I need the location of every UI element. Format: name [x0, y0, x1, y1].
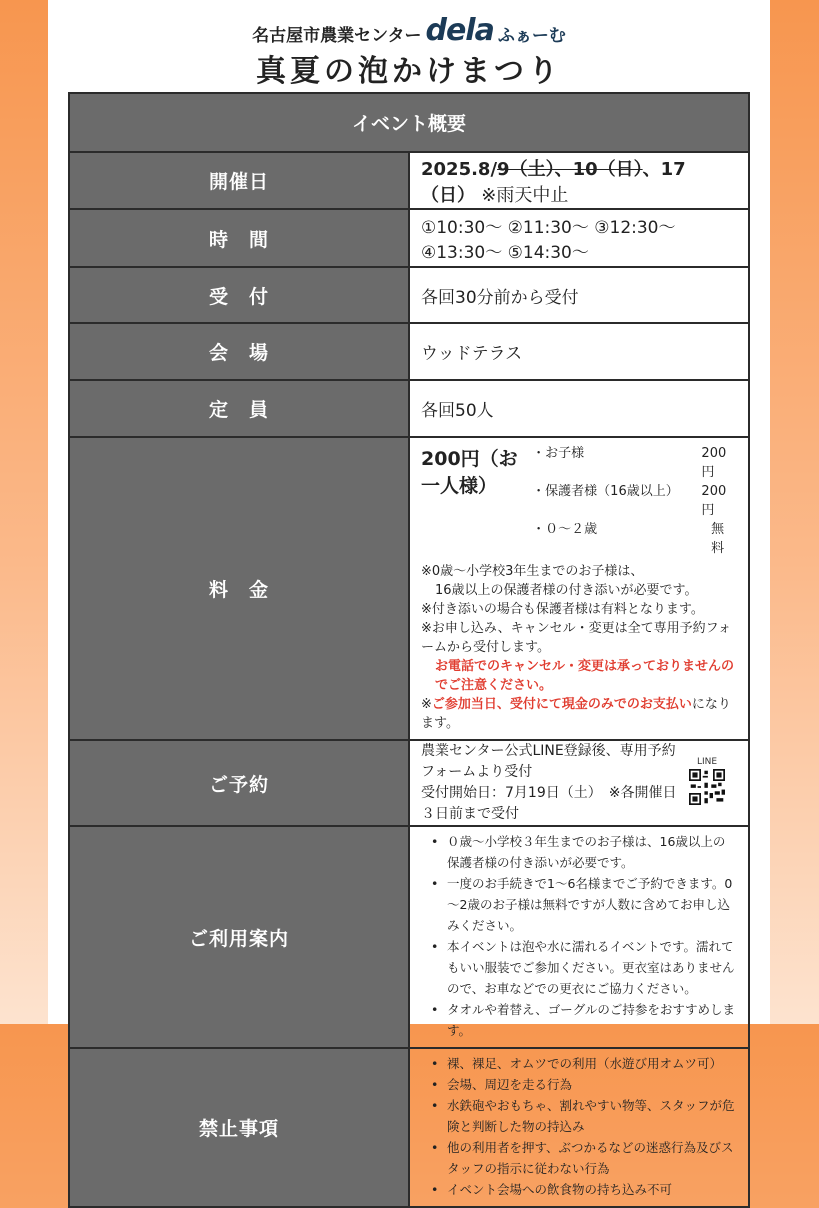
- list-item: • 水鉄砲やおもちゃ、割れやすい物等、スタッフが危険と判断した物の持込み: [421, 1095, 737, 1137]
- note-mark: ※: [421, 697, 432, 712]
- prohibited-label: 禁止事項: [69, 1048, 409, 1207]
- fee-row-price: 200円: [701, 446, 727, 480]
- fee-label: 料 金: [69, 437, 409, 740]
- reservation-start: 受付開始日：7月19日（土） ※各開催日３日前まで受付: [421, 785, 677, 822]
- event-title: 真夏の泡かけまつり: [256, 54, 562, 89]
- list-item: • 会場、周辺を走る行為: [421, 1074, 737, 1095]
- fee-row-name: ・０～２歳: [532, 522, 598, 537]
- guide-value: [409, 826, 749, 1048]
- reservation-line: 農業センター公式LINE登録後、専用予約フォームより受付: [421, 743, 676, 780]
- guide-label: ご利用案内: [69, 826, 409, 1048]
- capacity-label: 定 員: [69, 380, 409, 437]
- fee-row-price: 無料: [711, 522, 725, 556]
- venue-label: 会 場: [69, 323, 409, 380]
- date-label: 開催日: [69, 152, 409, 209]
- list-item: • 他の利用者を押す、ぶつかるなどの迷惑行為及びスタッフの指示に従わない行為: [421, 1137, 737, 1179]
- event-overview-table: [68, 92, 750, 1208]
- fee-note: 16歳以上の保護者様の付き添いが必要です。: [435, 583, 698, 598]
- reservation-label: ご予約: [69, 740, 409, 826]
- fee-breakdown: [532, 444, 737, 558]
- fee-note: ※お申し込み、キャンセル・変更は全て専用予約フォームから受付します。: [421, 621, 732, 655]
- fee-payment-note: [421, 695, 737, 733]
- capacity-value: 各回50人: [409, 380, 749, 437]
- qr-label: LINE: [696, 756, 718, 767]
- line-qr[interactable]: [685, 757, 729, 810]
- guide-list: [421, 827, 737, 1047]
- organizer-line: [48, 13, 770, 48]
- fee-note: ※0歳～小学校3年生までのお子様は、: [421, 564, 644, 579]
- list-item: • イベント会場への飲食物の持ち込み不可: [421, 1179, 737, 1200]
- time-label: 時 間: [69, 209, 409, 267]
- list-item: • タオルや着替え、ゴーグルのご持参をおすすめします。: [421, 999, 737, 1041]
- fee-main: 200円（お一人様）: [421, 448, 518, 497]
- date-active: 、17（日）: [421, 158, 686, 206]
- reception-value: 各回30分前から受付: [409, 267, 749, 323]
- fee-row: [532, 444, 737, 482]
- date-cancelled: 9（土）、10（日）: [497, 158, 643, 180]
- fee-row: [532, 482, 737, 520]
- prohibited-list: [421, 1049, 737, 1206]
- brand-subtitle: ふぁーむ: [497, 26, 566, 46]
- date-value: [409, 152, 749, 209]
- organizer-name: 名古屋市農業センター: [252, 26, 422, 46]
- rain-note: ※雨天中止: [481, 184, 569, 206]
- brand-logo: dela: [425, 13, 494, 48]
- reception-label: 受 付: [69, 267, 409, 323]
- fee-warning: お電話でのキャンセル・変更は承っておりませんのでご注意ください。: [435, 659, 735, 693]
- payment-warning: ご参加当日、受付にて現金のみでのお支払い: [431, 697, 692, 712]
- flyer-header: [48, 0, 770, 92]
- date-prefix: 2025.8/: [421, 158, 498, 180]
- prohibited-value: [409, 1048, 749, 1207]
- fee-row-price: 200円: [701, 484, 727, 518]
- time-value: ①10:30～ ②11:30～ ③12:30～ ④13:30～ ⑤14:30～: [409, 209, 749, 267]
- fee-value: [409, 437, 749, 740]
- list-item: • 一度のお手続きで1～6名様までご予約できます。0～2歳のお子様は無料ですが人数に含めてお申し込みください。: [421, 873, 737, 936]
- fee-row-name: ・保護者様（16歳以上）: [532, 484, 679, 499]
- fee-row-name: ・お子様: [532, 446, 585, 461]
- table-heading: イベント概要: [69, 93, 749, 152]
- reservation-value: [409, 740, 749, 826]
- list-item: • ０歳～小学校３年生までのお子様は、16歳以上の保護者様の付き添いが必要です。: [421, 831, 737, 873]
- list-item: • 本イベントは泡や水に濡れるイベントです。濡れてもいい服装でご参加ください。更衣室はありませんので、お車などでの更衣にご協力ください。: [421, 936, 737, 999]
- venue-value: ウッドテラス: [409, 323, 749, 380]
- list-item: • 裸、裸足、オムツでの利用（水遊び用オムツ可）: [421, 1053, 737, 1074]
- flyer-page: [48, 0, 770, 1197]
- fee-note: ※付き添いの場合も保護者様は有料となります。: [421, 602, 704, 617]
- qr-code-icon: [689, 769, 725, 805]
- fee-notes: [421, 562, 737, 733]
- payment-suffix: になります。: [421, 697, 731, 731]
- fee-row: [532, 520, 737, 558]
